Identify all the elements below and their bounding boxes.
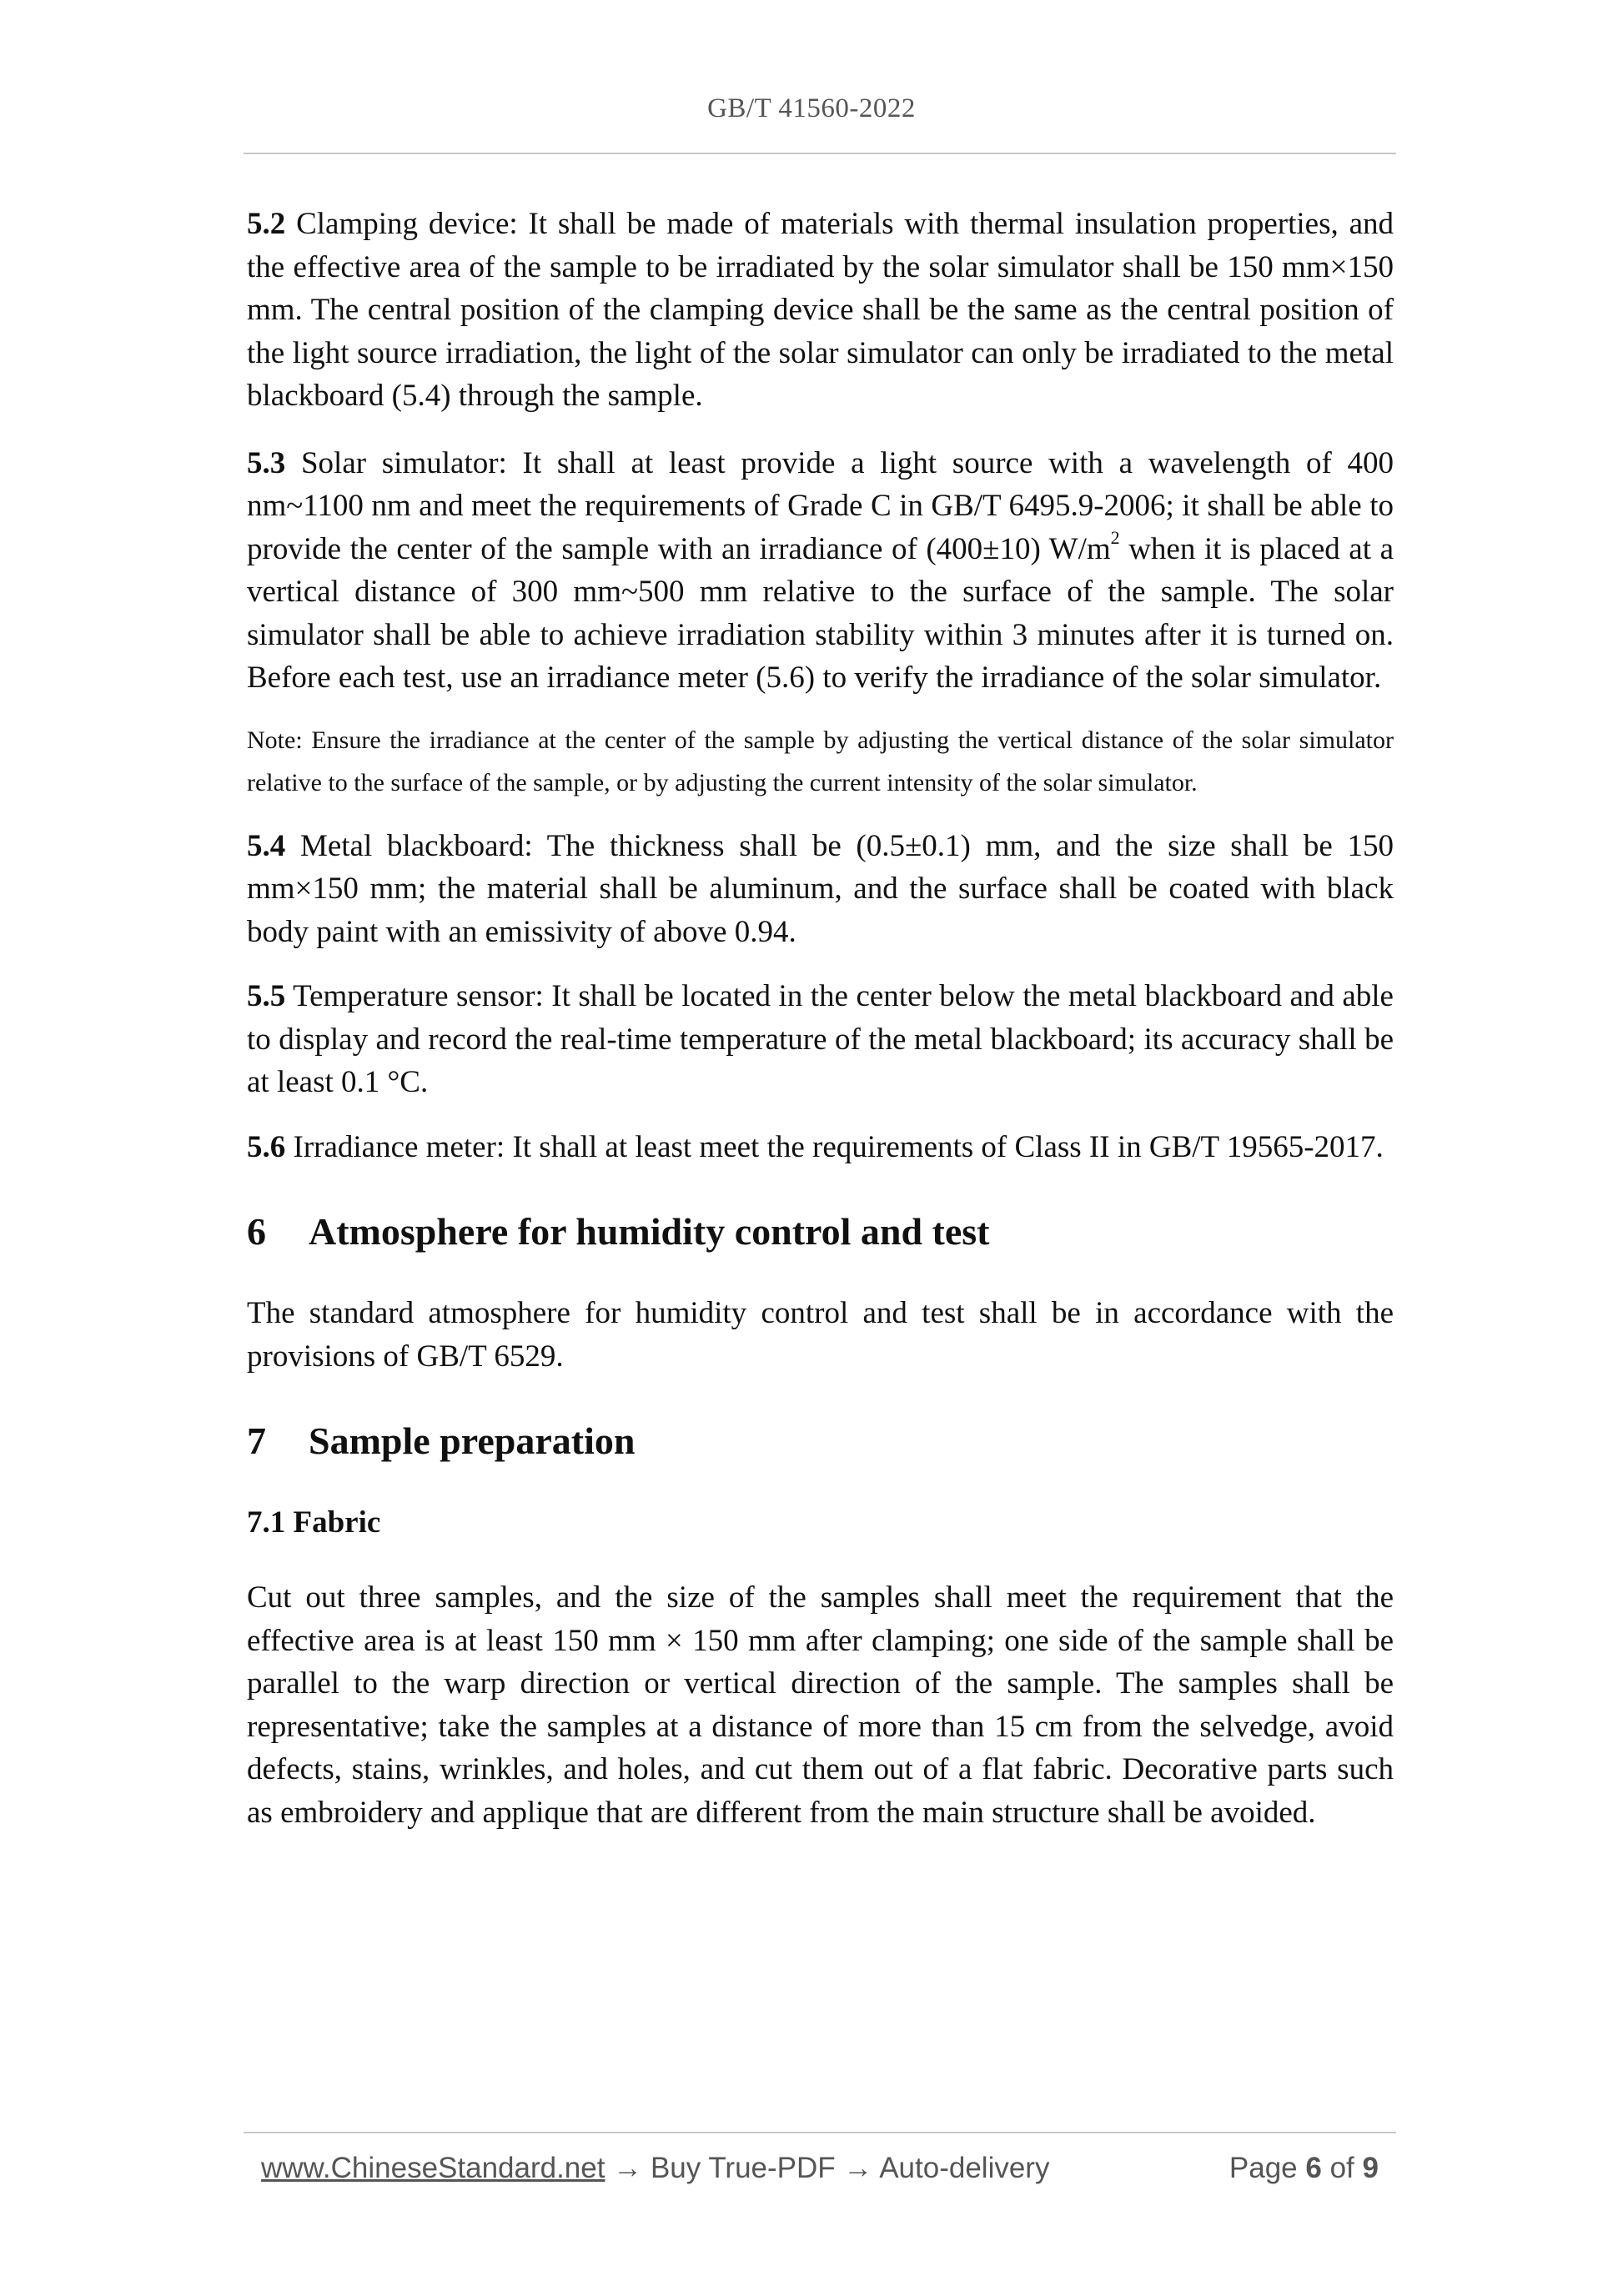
section-title: Atmosphere for humidity control and test: [309, 1210, 990, 1253]
clause-number: 5.3: [247, 445, 286, 480]
clause-number: 5.2: [247, 207, 286, 241]
header-divider: [244, 153, 1396, 154]
clause-text: Metal blackboard: The thickness shall be (0.5±0.1) mm, and the size shall be 150 mm×150 mm; the material shall be aluminum, and the surface shall be coated with black body paint with an emissivity of above 0.94.: [247, 828, 1394, 949]
delivery-text: Auto-delivery: [879, 2152, 1050, 2184]
paragraph-7-1: Cut out three samples, and the size of the samples shall meet the requirement that the effective area is at least 150 mm × 150 mm after clamping; one side of the sample shall be parallel to the warp direction or vertical direction of the sample. The samples shall be representative; take the samples at a distance of more than 15 cm from the selvedge, avoid defects, stains, wrinkles, and holes, and cut them out of a flat fabric. Decorative parts such as embroidery and applique that are different from the main structure shall be avoided.: [247, 1580, 1394, 1830]
page-number: 6: [1305, 2152, 1322, 2184]
heading-section-7: [247, 1418, 1394, 1465]
site-link[interactable]: www.ChineseStandard.net: [261, 2152, 605, 2184]
of-label: of: [1329, 2152, 1354, 2184]
clause-number: 5.5: [247, 979, 286, 1013]
page-label: Page: [1229, 2152, 1298, 2184]
paragraph-6: The standard atmosphere for humidity control and test shall be in accordance with the provisions of GB/T 6529.: [247, 1296, 1394, 1374]
clause-text: Irradiance meter: It shall at least meet the requirements of Class II in GB/T 19565-2017.: [293, 1129, 1384, 1164]
superscript: 2: [1110, 527, 1120, 549]
clause-5-5: [247, 975, 1394, 1104]
buy-link[interactable]: Buy True-PDF: [650, 2152, 836, 2184]
clause-text-continued: when it is placed at a vertical distance of 300 mm~500 mm relative to the surface of the sample. The solar simulator shall be able to achieve irradiation stability within 3 minutes after it is turned on. Before each test, use an irradiance meter (5.6) to verify the irradiance of the solar simulator.: [247, 531, 1394, 695]
heading-7-1: 7.1 Fabric: [247, 1505, 381, 1540]
section-number: 7: [247, 1419, 266, 1462]
page-header: GB/T 41560-2022: [707, 93, 916, 123]
heading-section-6: [247, 1208, 1394, 1255]
clause-text: Clamping device: It shall be made of materials with thermal insulation properties, and the effective area of the sample to be irradiated by the solar simulator shall be 150 mm×150 mm. The central position of the clamping device shall be the same as the central position of the light source irradiation, the light of the solar simulator can only be irradiated to the metal blackboard (5.4) through the sample.: [247, 207, 1394, 413]
arrow-right-icon: →: [613, 2152, 643, 2184]
clause-number: 5.6: [247, 1129, 286, 1164]
section-number: 6: [247, 1210, 266, 1253]
page-content: [247, 203, 1394, 1834]
page-indicator: [1229, 2152, 1379, 2185]
clause-5-4: [247, 825, 1394, 954]
page-total: 9: [1362, 2152, 1379, 2184]
page-footer: [261, 2152, 1379, 2193]
footer-links: [261, 2152, 1049, 2185]
footer-divider: [244, 2132, 1396, 2133]
clause-5-3: [247, 442, 1394, 700]
clause-text: Temperature sensor: It shall be located in the center below the metal blackboard and able to display and record the real-time temperature of the metal blackboard; its accuracy shall be at least 0.1 °C.: [247, 979, 1394, 1099]
clause-5-2: [247, 203, 1394, 418]
clause-number: 5.4: [247, 828, 286, 863]
note: Note: Ensure the irradiance at the center of the sample by adjusting the vertical distance of the solar simulator relative to the surface of the sample, or by adjusting the current intensity of the solar simulator.: [247, 726, 1394, 796]
arrow-right-icon: →: [843, 2152, 873, 2184]
section-title: Sample preparation: [309, 1419, 636, 1462]
clause-text: Solar simulator: It shall at least provide a light source with a wavelength of 400 nm~1100 nm and meet the requirements of Grade C in GB/T 6495.9-2006; it shall be able to provide the center of the sample with an irradiance of (400±10) W/m: [247, 445, 1394, 566]
clause-5-6: [247, 1126, 1394, 1169]
